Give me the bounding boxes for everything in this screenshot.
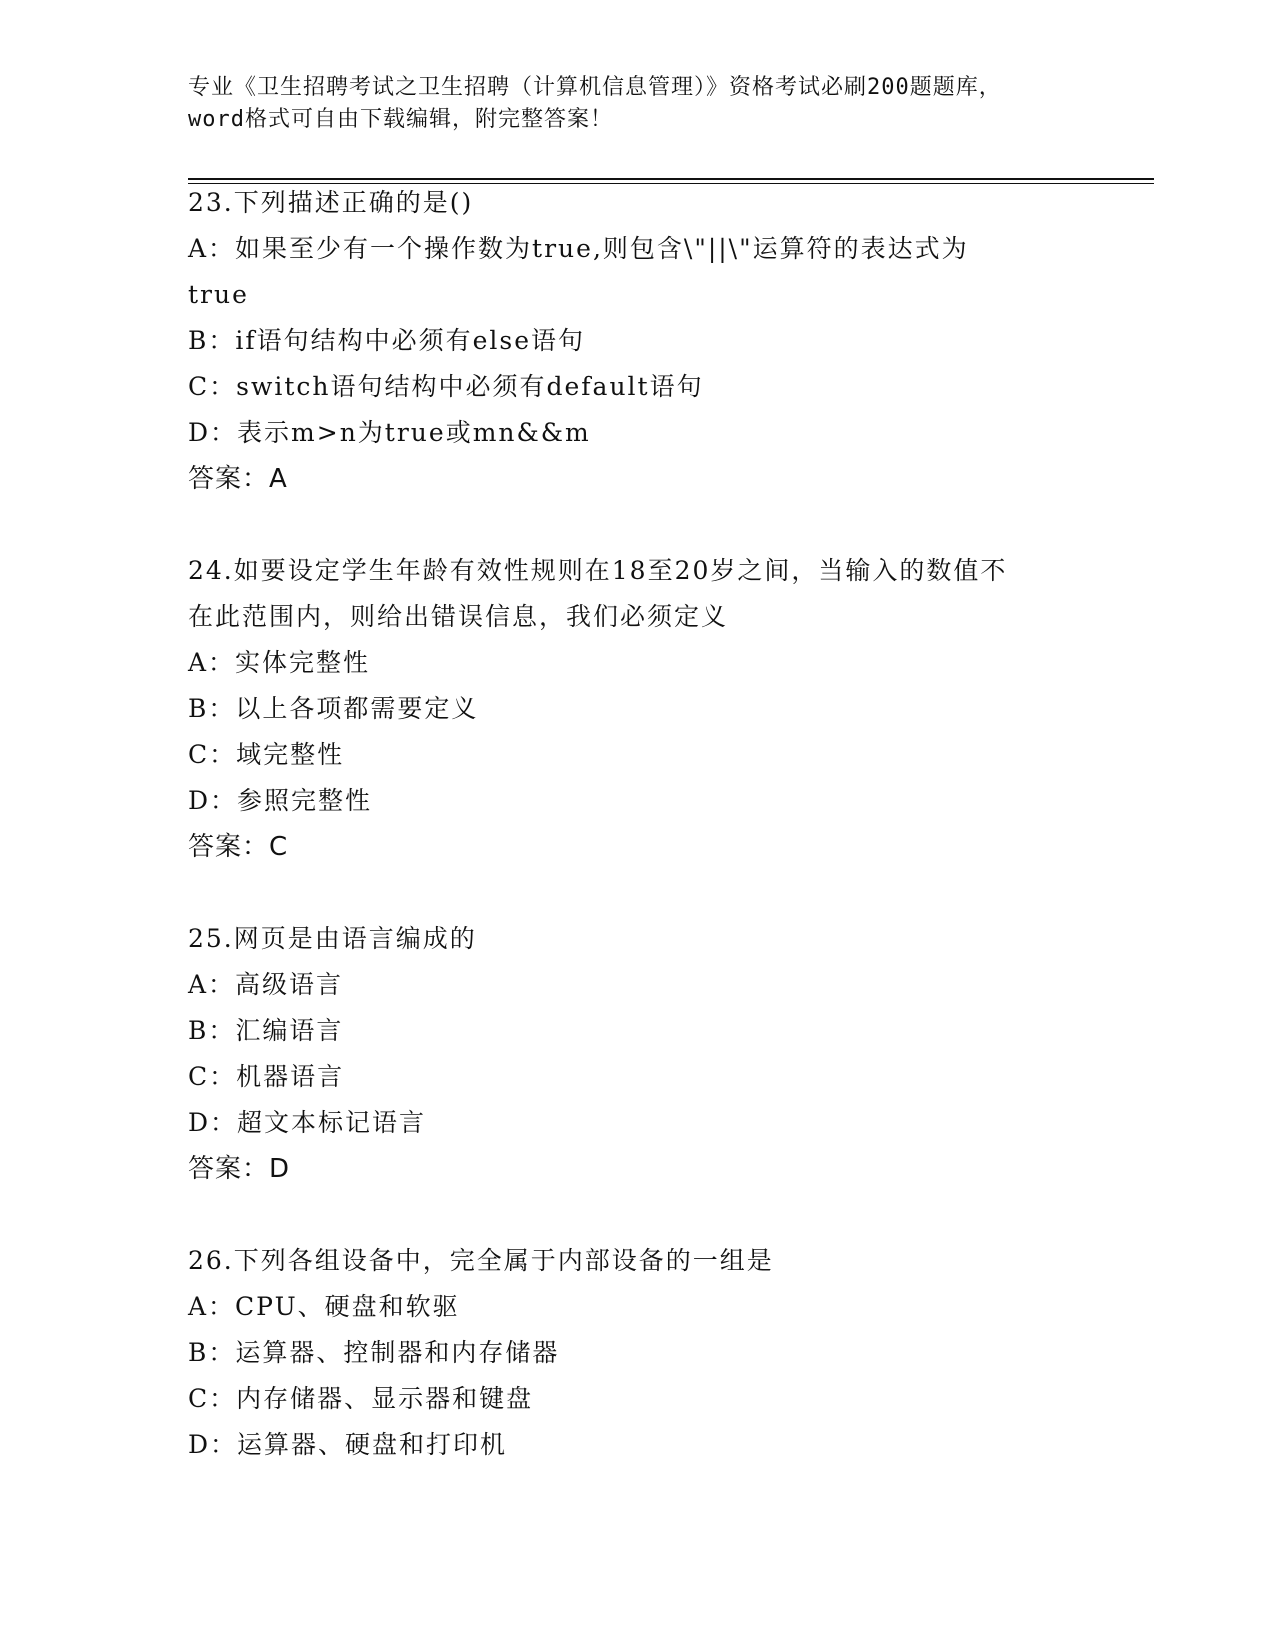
question-stem-continued: 在此范围内，则给出错误信息，我们必须定义 <box>188 602 729 631</box>
document-header <box>188 72 1088 136</box>
question-23 <box>188 180 1088 502</box>
option-d: D：表示m>n为true或mn&&m <box>188 418 591 447</box>
option-b: B：以上各项都需要定义 <box>188 694 479 723</box>
answer: 答案：A <box>188 464 288 494</box>
option-d: D：运算器、硬盘和打印机 <box>188 1430 508 1459</box>
option-d: D：参照完整性 <box>188 786 373 815</box>
option-c: C：switch语句结构中必须有default语句 <box>188 372 704 401</box>
option-c: C：域完整性 <box>188 740 345 769</box>
question-26 <box>188 1238 1088 1468</box>
option-a-continued: true <box>188 280 249 309</box>
option-c: C：内存储器、显示器和键盘 <box>188 1384 534 1413</box>
option-b: B：汇编语言 <box>188 1016 344 1045</box>
header-line-2: word格式可自由下载编辑，附完整答案！ <box>188 107 613 132</box>
option-a: A：如果至少有一个操作数为true,则包含\"||\"运算符的表达式为 <box>188 234 969 263</box>
question-24 <box>188 548 1088 870</box>
option-a: A：CPU、硬盘和软驱 <box>188 1292 460 1321</box>
option-d: D：超文本标记语言 <box>188 1108 427 1137</box>
option-b: B：运算器、控制器和内存储器 <box>188 1338 560 1367</box>
question-stem: 26.下列各组设备中，完全属于内部设备的一组是 <box>188 1246 774 1275</box>
option-c: C：机器语言 <box>188 1062 345 1091</box>
answer: 答案：C <box>188 832 289 862</box>
answer: 答案：D <box>188 1154 291 1184</box>
option-a: A：实体完整性 <box>188 648 371 677</box>
question-25 <box>188 916 1088 1192</box>
question-stem: 24.如要设定学生年龄有效性规则在18至20岁之间，当输入的数值不 <box>188 556 1008 585</box>
header-line-1: 专业《卫生招聘考试之卫生招聘（计算机信息管理）》资格考试必刷200题题库， <box>188 75 1002 100</box>
option-a: A：高级语言 <box>188 970 344 999</box>
question-stem: 23.下列描述正确的是() <box>188 188 474 217</box>
option-b: B：if语句结构中必须有else语句 <box>188 326 586 355</box>
question-stem: 25.网页是由语言编成的 <box>188 924 477 953</box>
